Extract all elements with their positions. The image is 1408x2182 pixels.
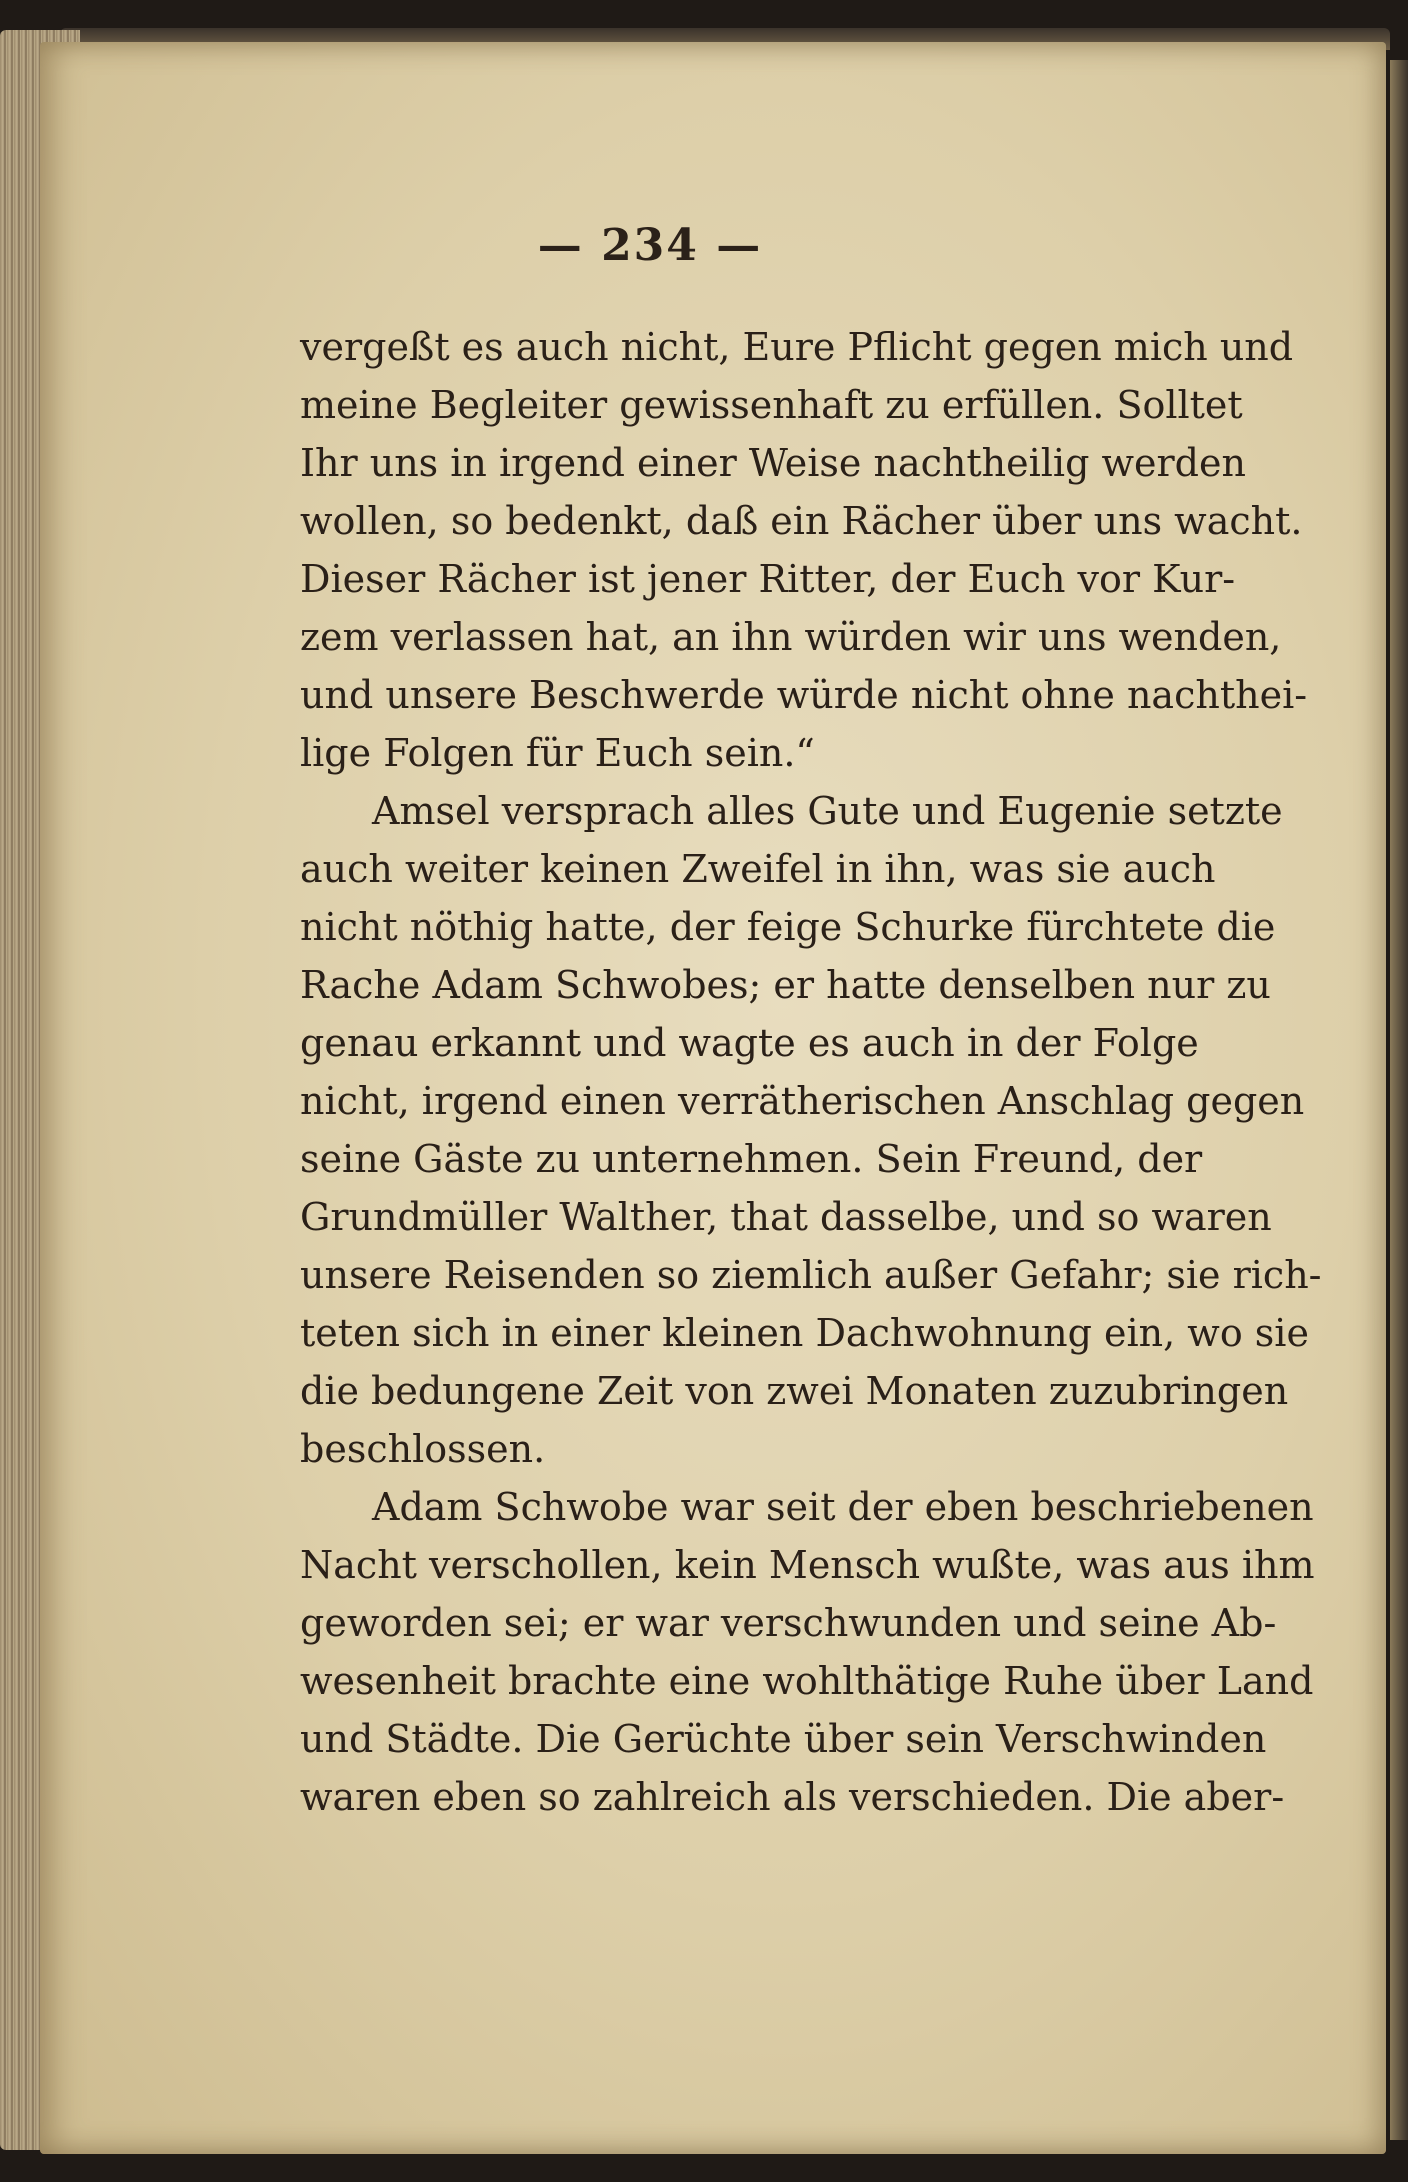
text-line: und Städte. Die Gerüchte über sein Verschwinden — [300, 1717, 1267, 1761]
text-line: und unsere Beschwerde würde nicht ohne nachthei- — [300, 673, 1308, 717]
body-text — [300, 318, 1322, 1826]
paragraph-2 — [300, 782, 1322, 1478]
text-line: unsere Reisenden so ziemlich außer Gefahr; sie rich- — [300, 1253, 1322, 1297]
text-line: waren eben so zahlreich als verschieden. Die aber- — [300, 1775, 1285, 1819]
text-line: lige Folgen für Euch sein.“ — [300, 731, 815, 775]
text-line: nicht, irgend einen verrätherischen Anschlag gegen — [300, 1079, 1305, 1123]
text-line: zem verlassen hat, an ihn würden wir uns wenden, — [300, 615, 1282, 659]
text-line: Amsel versprach alles Gute und Eugenie setzte — [372, 789, 1283, 833]
text-line: Nacht verschollen, kein Mensch wußte, was aus ihm — [300, 1543, 1315, 1587]
text-line: beschlossen. — [300, 1427, 546, 1471]
binding-shadow — [1390, 60, 1408, 2140]
text-line: teten sich in einer kleinen Dachwohnung ein, wo sie — [300, 1311, 1309, 1355]
text-line: vergeßt es auch nicht, Eure Pflicht gegen mich und — [300, 325, 1294, 369]
text-line: auch weiter keinen Zweifel in ihn, was sie auch — [300, 847, 1216, 891]
text-line: seine Gäste zu unternehmen. Sein Freund, der — [300, 1137, 1203, 1181]
text-line: Rache Adam Schwobes; er hatte denselben nur zu — [300, 963, 1271, 1007]
text-line: genau erkannt und wagte es auch in der Folge — [300, 1021, 1199, 1065]
text-line: Ihr uns in irgend einer Weise nachtheilig werden — [300, 441, 1246, 485]
text-line: wesenheit brachte eine wohlthätige Ruhe über Land — [300, 1659, 1314, 1703]
text-line: Grundmüller Walther, that dasselbe, und so waren — [300, 1195, 1272, 1239]
text-line: nicht nöthig hatte, der feige Schurke fürchtete die — [300, 905, 1276, 949]
paragraph-3 — [300, 1478, 1315, 1826]
text-line: meine Begleiter gewissenhaft zu erfüllen. Solltet — [300, 383, 1243, 427]
text-line: Dieser Rächer ist jener Ritter, der Euch vor Kur- — [300, 557, 1236, 601]
page-number: — 234 — — [537, 220, 763, 271]
text-line: wollen, so bedenkt, daß ein Rächer über uns wacht. — [300, 499, 1303, 543]
text-line: die bedungene Zeit von zwei Monaten zuzubringen — [300, 1369, 1289, 1413]
paragraph-1 — [300, 318, 1308, 782]
text-line: Adam Schwobe war seit der eben beschriebenen — [372, 1485, 1314, 1529]
text-line: geworden sei; er war verschwunden und seine Ab- — [300, 1601, 1277, 1645]
